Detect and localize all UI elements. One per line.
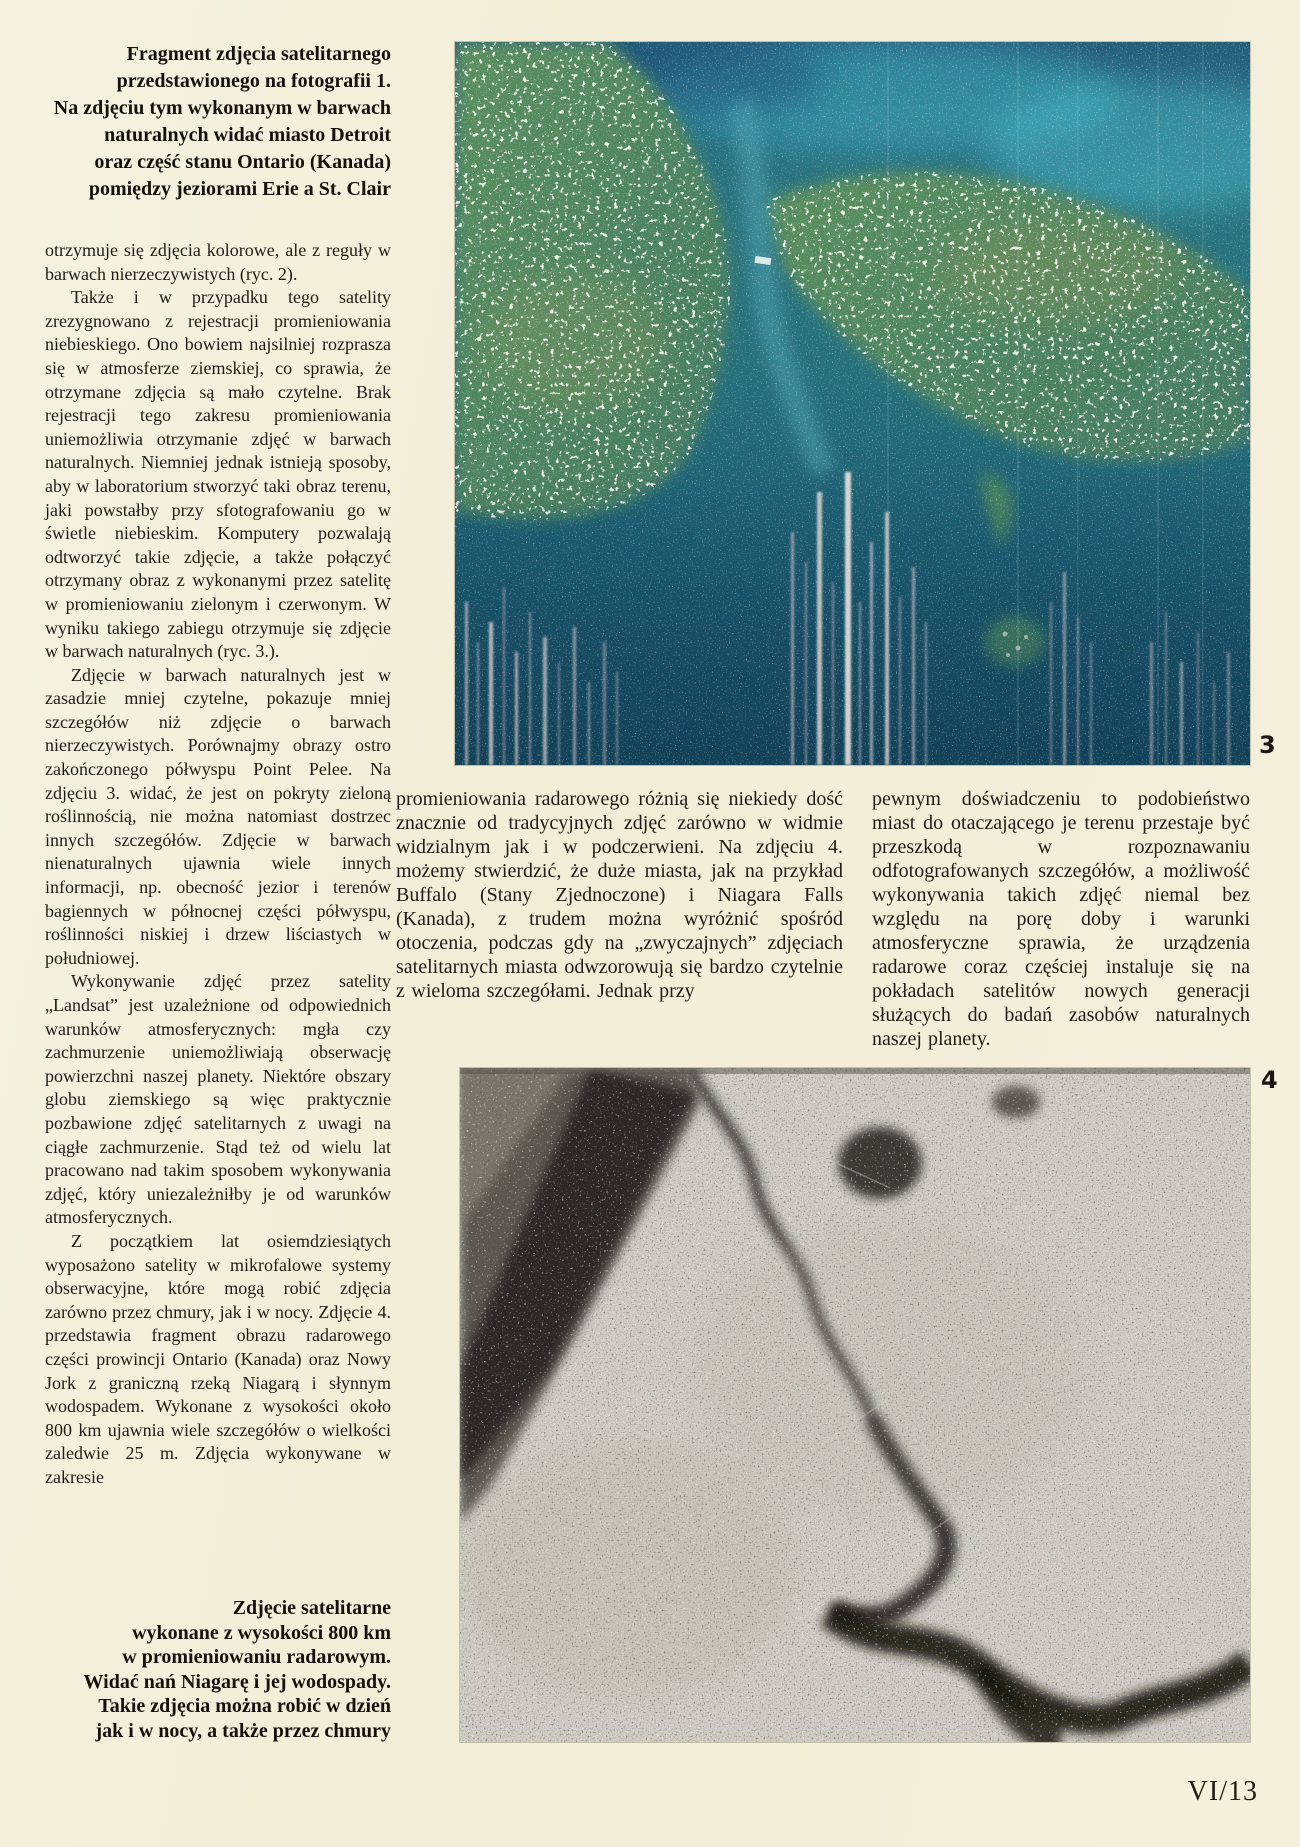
caption-line: oraz część stanu Ontario (Kanada) [94,151,391,173]
caption-line: pomiędzy jeziorami Erie a St. Clair [88,178,391,200]
body-paragraph: otrzymuje się zdjęcia kolorowe, ale z reguły w barwach nierzeczywistych (ryc. 2). [45,240,391,284]
middle-text-column [396,787,843,1003]
figure-3-caption [45,41,391,203]
caption-line: w promieniowaniu radarowym. [122,1646,391,1668]
right-text-column [872,787,1250,1051]
radar-photo-graphic [460,1068,1250,1742]
figure-4-caption [45,1596,391,1743]
body-paragraph: Także i w przypadku tego satelity zrezygnowano z rejestracji promieniowania niebieskiego. Ono bowiem najsilniej rozprasza się w atmosferze ziemskiej, co sprawia, że otrzymane zdjęcia są mało czytelne. Brak rejestracji tego zakresu promieniowania uniemożliwia otrzymanie zdjęć w barwach naturalnych. Niemniej jednak istnieją sposoby, aby w laboratorium stworzyć taki obraz terenu, jaki powstałby przy sfotografowaniu go w świetle niebieskim. Komputery pozwalają odtworzyć takie zdjęcie, a także połączyć otrzymany obraz z wykonanymi przez satelitę w promieniowaniu zielonym i czerwonym. W wyniku takiego zabiegu otrzymuje się zdjęcie w barwach naturalnych (ryc. 3.). [45,287,391,662]
top-edge-shadow [460,1068,1250,1074]
caption-line: Fragment zdjęcia satelitarnego [126,43,391,65]
caption-line: naturalnych widać miasto Detroit [104,124,391,146]
body-paragraph: promieniowania radarowego różnią się niekiedy dość znacznie od tradycyjnych zdjęć zarówno w widmie widzialnym jak i w podczerwieni. Na zdjęciu 4. możemy stwierdzić, że duże miasta, jak na przykład Buffalo (Stany Zjednoczone) i Niagara Falls (Kanada), z trudem można wyróżnić spośród otoczenia, podczas gdy na „zwyczajnych” zdjęciach satelitarnych miasta odwzorowują się bardzo czytelnie z wieloma szczegółami. Jednak przy [396,788,843,1002]
figure-4-label: 4 [1261,1066,1278,1094]
caption-line: Takie zdjęcia można robić w dzień [98,1695,391,1717]
satellite-photo-graphic [455,42,1250,765]
caption-line: Na zdjęciu tym wykonanym w barwach [53,97,391,119]
satellite-photo-detroit [455,42,1250,765]
film-grain-dark [455,42,1250,765]
caption-line: przedstawionego na fotografii 1. [116,70,391,92]
caption-line: wykonane z wysokości 800 km [132,1621,391,1644]
body-paragraph: pewnym doświadczeniu to podobieństwo miast do otaczającego je terenu przestaje być przeszkodą w rozpoznawaniu odfotografowanych szczegółów, a możliwość wykonywania takich zdjęć niemal bez względu na porę doby i warunki atmosferyczne sprawia, że urządzenia radarowe coraz częściej instaluje się na pokładach satelitów nowych generacji służących do badań zasobów naturalnych naszej planety. [872,788,1250,1050]
page-number: VI/13 [1187,1776,1258,1807]
radar-light-specks [460,1068,1250,1742]
radar-photo-niagara [460,1068,1250,1742]
body-paragraph: Wykonywanie zdjęć przez satelity „Landsat” jest uzależnione od odpowiednich warunków atmosferycznych: mgła czy zachmurzenie uniemożliwiają obserwację powierzchni naszej planety. Niektóre obszary globu ziemskiego są więc praktycznie pozbawione zdjęć satelitarnych z uwagi na ciągłe zachmurzenie. Stąd też od wielu lat pracowano nad takim sposobem wykonywania zdjęć, który uniezależniłby je od warunków atmosferycznych. [45,971,391,1228]
left-text-column [45,239,391,1489]
caption-line: Zdjęcie satelitarne [232,1597,391,1619]
body-paragraph: Z początkiem lat osiemdziesiątych wyposażono satelity w mikrofalowe systemy obserwacyjne, które mogą robić zdjęcia zarówno przez chmury, jak i w nocy. Zdjęcie 4. przedstawia fragment obrazu radarowego części prowincji Ontario (Kanada) oraz Nowy Jork z graniczną rzeką Niagarą i słynnym wodospadem. Wykonane z wysokości około 800 km ujawnia wiele szczegółów o wielkości zaledwie 25 m. Zdjęcia wykonywane w zakresie [45,1230,391,1487]
figure-3-label: 3 [1259,731,1276,759]
caption-line: Widać nań Niagarę i jej wodospady. [83,1670,391,1693]
body-paragraph: Zdjęcie w barwach naturalnych jest w zasadzie mniej czytelne, pokazuje mniej szczegółów niż zdjęcie o barwach nierzeczywistych. Porównajmy obrazy ostro zakończonego półwyspu Point Pelee. Na zdjęciu 3. widać, że jest on pokryty zieloną roślinnością, nie można natomiast dostrzec innych szczegółów. Zdjęcie w barwach nienaturalnych ujawnia wiele innych informacji, np. obecność jezior i terenów bagiennych w północnej części półwyspu, roślinności niskiej i drzew liściastych w południowej. [45,664,391,968]
caption-line: jak i w nocy, a także przez chmury [95,1719,391,1742]
